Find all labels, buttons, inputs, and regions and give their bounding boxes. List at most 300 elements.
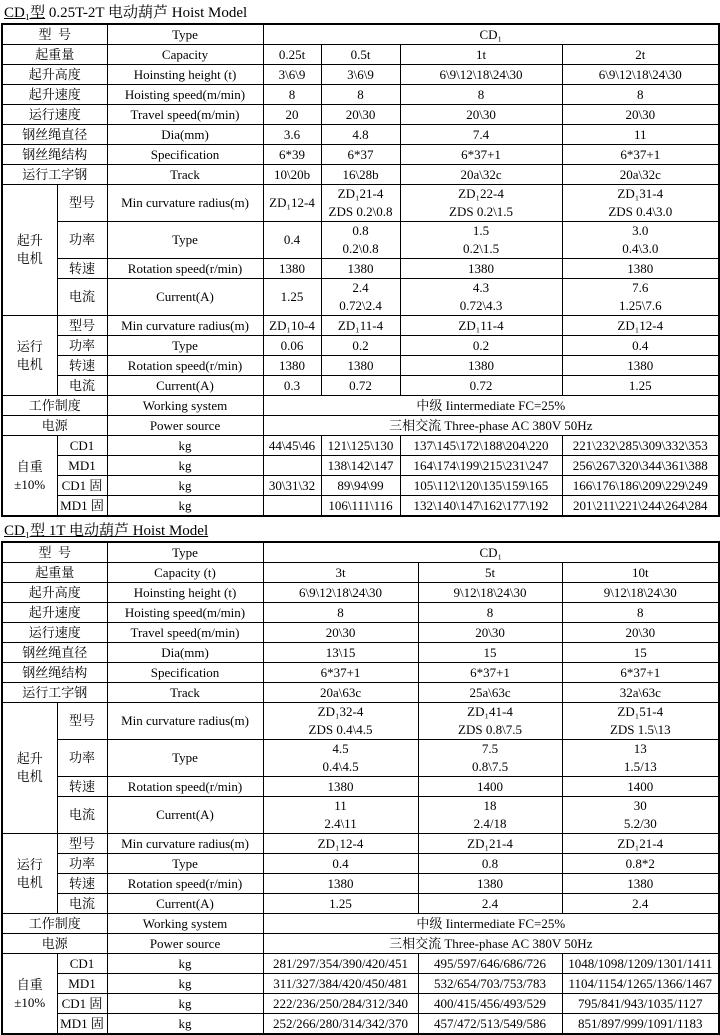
row-label: 起升速度 [2,85,107,105]
value-cell: 457/472/513/549/586 [418,1014,562,1035]
value-cell [418,740,562,777]
value-cell: 25a\63c [418,683,562,703]
group-label [2,316,57,396]
value-cell: 6*37+1 [418,663,562,683]
cell-line: 0.72\4.3 [459,298,503,313]
value-cell: 495/597/646/686/726 [418,954,562,974]
value-cell: 30\31\32 [263,476,321,496]
cell-line: 运行 [16,338,43,354]
table-row [2,542,719,563]
cell-line: ZDS 0.4\3.0 [608,204,673,219]
row-label: 起升高度 [2,65,107,85]
cell-line: 2.4\11 [324,816,357,831]
row-label-en: Type [107,24,263,45]
row-label: 功率 [57,336,107,356]
value-cell: 0.5t [321,45,400,65]
cell-line: 电机 [16,769,43,784]
row-label-en: Type [107,740,263,777]
value-cell: 1400 [418,777,562,797]
row-label: 钢丝绳结构 [2,663,107,683]
value-cell: 三相交流 Three-phase AC 380V 50Hz [263,934,719,954]
row-label: 电源 [2,934,107,954]
value-cell: 252/266/280/314/342/370 [263,1014,418,1035]
row-label-en: kg [107,994,263,1014]
row-label: 电流 [57,376,107,396]
value-cell: 121\125\130 [321,436,400,456]
row-label-en: Rotation speed(r/min) [107,259,263,279]
value-cell: 2.4 [418,894,562,914]
row-label: CD1 [57,436,107,456]
table-row [2,797,719,834]
value-cell: 166\176\186\209\229\249 [562,476,719,496]
table-row [2,854,719,874]
table-row [2,356,719,376]
value-cell: 6*37+1 [562,145,719,165]
value-cell: 三相交流 Three-phase AC 380V 50Hz [263,416,719,436]
value-cell: 1380 [263,874,418,894]
row-label-en: Current(A) [107,797,263,834]
value-cell: 1t [400,45,562,65]
row-label: 型 号 [2,542,107,563]
value-cell: 1380 [263,356,321,376]
row-label-en: kg [107,1014,263,1035]
value-cell: 106\111\116 [321,496,400,517]
value-cell [562,703,719,740]
row-label: 转速 [57,356,107,376]
value-cell: 10t [562,563,719,583]
value-cell [321,279,400,316]
row-label-en: Type [107,854,263,874]
row-label: CD1 固 [57,994,107,1014]
row-label-en: Current(A) [107,376,263,396]
row-label-en: Hoisting speed(m/min) [107,85,263,105]
value-cell: 16\28b [321,165,400,185]
row-label-en: Power source [107,934,263,954]
row-label-en: kg [107,954,263,974]
value-cell: 3\6\9 [263,65,321,85]
value-cell [263,496,321,517]
row-label-en: Hoisting speed(m/min) [107,603,263,623]
value-cell: 20 [263,105,321,125]
row-label-en: Rotation speed(r/min) [107,874,263,894]
value-cell: 20\30 [562,105,719,125]
row-label: 工作制度 [2,396,107,416]
value-cell: 7.4 [400,125,562,145]
table-row [2,934,719,954]
cell-line: 0.72\2.4 [339,298,382,313]
table-row [2,740,719,777]
value-cell: 1.25 [263,279,321,316]
value-cell: 10\20b [263,165,321,185]
value-cell: 201\211\221\244\264\284 [562,496,719,517]
value-cell: 0.06 [263,336,321,356]
table-row [2,496,719,517]
table-row [2,316,719,336]
spec-table [1,541,720,1035]
value-cell: ZD₁12-4 [263,834,418,854]
row-label-en: Type [107,222,263,259]
cell-line: ZDS 0.2\0.8 [328,204,393,219]
row-label: MD1 固 [57,496,107,517]
table-row [2,623,719,643]
value-cell: 0.25t [263,45,321,65]
cell-line: ZDS 1.5\13 [609,722,671,737]
value-cell [418,703,562,740]
value-cell: 8 [562,85,719,105]
value-cell: 15 [562,643,719,663]
table-row [2,45,719,65]
cell-line: 起升 [16,233,43,248]
value-cell: ZD₁11-4 [321,316,400,336]
row-label-en: Hoinsting height (t) [107,583,263,603]
value-cell [321,222,400,259]
row-label: 型 号 [2,24,107,45]
value-cell: 0.72 [400,376,562,396]
group-label [2,703,57,834]
row-label-en: Type [107,336,263,356]
value-cell: 20a\32c [562,165,719,185]
value-cell: 222/236/250/284/312/340 [263,994,418,1014]
value-cell: 8 [263,603,418,623]
value-cell: 2t [562,45,719,65]
value-cell [418,797,562,834]
value-cell: 1400 [562,777,719,797]
value-cell: 6*37+1 [562,663,719,683]
value-cell: 6\9\12\18\24\30 [562,65,719,85]
cell-line: 18 [483,798,497,813]
value-cell: 256\267\320\344\361\388 [562,456,719,476]
value-cell: 中级 Iintermediate FC=25% [263,914,719,934]
value-cell: 132\140\147\162\177\192 [400,496,562,517]
value-cell: 1380 [263,259,321,279]
row-label: CD1 [57,954,107,974]
row-label: 电流 [57,797,107,834]
cell-line: 1.25\7.6 [618,298,662,313]
value-cell [263,797,418,834]
value-cell [263,703,418,740]
value-cell: 0.2 [400,336,562,356]
cell-line: ZDS 0.2\1.5 [449,204,513,219]
value-cell: 1380 [562,356,719,376]
cell-line: 0.8\7.5 [471,759,509,774]
value-cell: 1380 [400,259,562,279]
row-label: 转速 [57,777,107,797]
cell-line: 电机 [16,251,43,266]
row-label: 运行工字钢 [2,165,107,185]
value-cell: 6\9\12\18\24\30 [400,65,562,85]
table-title-part: CD₁型 [4,5,46,21]
table-title-part: CD₁型 1T 电动葫芦 Hoist Model [4,523,209,539]
row-label: 型号 [57,834,107,854]
table-row [2,456,719,476]
value-cell: 11 [562,125,719,145]
value-cell: 0.4 [263,854,418,874]
value-cell [562,222,719,259]
row-label: 起升高度 [2,583,107,603]
value-cell: 15 [418,643,562,663]
row-label-en: Hoinsting height (t) [107,65,263,85]
value-cell: 20\30 [418,623,562,643]
value-cell: 2.4 [562,894,719,914]
value-cell: 8 [562,603,719,623]
value-cell: 0.8 [418,854,562,874]
row-label: 电源 [2,416,107,436]
row-label-en: Travel speed(m/min) [107,623,263,643]
row-label: 起重量 [2,563,107,583]
value-cell: 20\30 [263,623,418,643]
cell-line: ±10% [14,994,46,1010]
row-label-en: kg [107,496,263,517]
value-cell: 1380 [418,874,562,894]
value-cell: 1380 [562,259,719,279]
value-cell: 1.25 [562,376,719,396]
row-label-en: Power source [107,416,263,436]
table-row [2,105,719,125]
cell-line: 13 [633,741,647,756]
value-cell: 9\12\18\24\30 [418,583,562,603]
table-row [2,259,719,279]
value-cell: 221\232\285\309\332\353 [562,436,719,456]
cell-line: ZDS 0.8\7.5 [458,722,522,737]
row-label-en: Dia(mm) [107,125,263,145]
row-label: 型号 [57,316,107,336]
row-label-en: Specification [107,145,263,165]
cell-line: 电机 [16,874,43,890]
row-label: 功率 [57,740,107,777]
value-cell: 6*39 [263,145,321,165]
value-cell: 0.3 [263,376,321,396]
value-cell [263,456,321,476]
value-cell: 851/897/999/1091/1183 [562,1014,719,1035]
cell-line: 0.2\1.5 [462,241,500,256]
value-cell: 400/415/456/493/529 [418,994,562,1014]
table-row [2,603,719,623]
row-label: 运行速度 [2,105,107,125]
value-cell: ZD₁11-4 [400,316,562,336]
group-label [2,436,57,517]
cell-line: 0.2\0.8 [342,241,379,256]
value-cell: 6*37+1 [263,663,418,683]
row-label-en: Working system [107,914,263,934]
value-cell: 13\15 [263,643,418,663]
table-row [2,563,719,583]
value-cell: 3t [263,563,418,583]
row-label-en: kg [107,974,263,994]
cell-line: 3.0 [632,223,649,238]
value-cell [562,797,719,834]
table-row [2,165,719,185]
value-cell: 8 [263,85,321,105]
row-label: 钢丝绳直径 [2,643,107,663]
value-cell: 6*37+1 [400,145,562,165]
row-label-en: Track [107,165,263,185]
value-cell [321,185,400,222]
row-label-en: kg [107,456,263,476]
table-row [2,436,719,456]
cell-line: 2.4/18 [473,816,507,831]
cell-line: 1.5 [472,223,490,238]
table-row [2,185,719,222]
value-cell [562,185,719,222]
value-cell: 3\6\9 [321,65,400,85]
value-cell: 0.72 [321,376,400,396]
value-cell: 3.6 [263,125,321,145]
value-cell: ZD₁21-4 [562,834,719,854]
cell-line: 自重 [16,458,43,474]
table-row [2,125,719,145]
value-cell: 20\30 [321,105,400,125]
row-label: 型号 [57,185,107,222]
cell-line: 30 [633,798,647,813]
value-cell: 1380 [263,777,418,797]
table-title [1,3,719,23]
value-cell: ZD₁12-4 [562,316,719,336]
spec-table [1,23,720,517]
cell-line: 11 [334,798,347,813]
value-cell: 0.4 [562,336,719,356]
value-cell [400,222,562,259]
group-label [2,834,57,914]
table-row [2,85,719,105]
cell-line: 7.5 [481,741,499,756]
value-cell: 137\145\172\188\204\220 [400,436,562,456]
row-label: MD1 固 [57,1014,107,1035]
row-label-en: Rotation speed(r/min) [107,356,263,376]
row-label-en: Capacity (t) [107,563,263,583]
row-label-en: Specification [107,663,263,683]
row-label: 工作制度 [2,914,107,934]
table-row [2,777,719,797]
table-row [2,279,719,316]
value-cell: 105\112\120\135\159\165 [400,476,562,496]
row-label: 起升速度 [2,603,107,623]
table-row [2,376,719,396]
value-cell: 4.8 [321,125,400,145]
cell-line: ±10% [14,476,46,492]
row-label-en: Min curvature radius(m) [107,834,263,854]
value-cell: 1048/1098/1209/1301/1411 [562,954,719,974]
group-label [2,954,57,1035]
row-label: 型号 [57,703,107,740]
table-row [2,476,719,496]
row-label: 起重量 [2,45,107,65]
value-cell: 1380 [321,259,400,279]
row-label: 钢丝绳直径 [2,125,107,145]
model-name-cell: CD₁ [263,542,719,563]
cell-line: ZD₁32-4 [317,704,364,719]
table-row [2,683,719,703]
value-cell: 32a\63c [562,683,719,703]
row-label-en: Working system [107,396,263,416]
value-cell [400,279,562,316]
value-cell: 89\94\99 [321,476,400,496]
value-cell: 5t [418,563,562,583]
value-cell: 281/297/354/390/420/451 [263,954,418,974]
row-label-en: Capacity [107,45,263,65]
value-cell: 0.8*2 [562,854,719,874]
row-label-en: Type [107,542,263,563]
value-cell: 0.4 [263,222,321,259]
table-row [2,703,719,740]
table-row [2,643,719,663]
value-cell: 1380 [562,874,719,894]
value-cell: 311/327/384/420/450/481 [263,974,418,994]
group-label [2,185,57,316]
table-row [2,145,719,165]
row-label: 电流 [57,279,107,316]
value-cell: 8 [418,603,562,623]
cell-line: 5.2/30 [623,816,657,831]
value-cell: 1380 [400,356,562,376]
cell-line: ZD₁31-4 [617,186,664,201]
row-label: CD1 固 [57,476,107,496]
table-row [2,974,719,994]
value-cell: 44\45\46 [263,436,321,456]
value-cell: 1104/1154/1265/1366/1467 [562,974,719,994]
value-cell: 8 [400,85,562,105]
value-cell: 0.2 [321,336,400,356]
table-row [2,954,719,974]
cell-line: 7.6 [632,280,649,295]
cell-line: 运行 [16,856,43,872]
value-cell: 138\142\147 [321,456,400,476]
value-cell: 20\30 [562,623,719,643]
value-cell: ZD₁21-4 [418,834,562,854]
row-label: MD1 [57,456,107,476]
value-cell: 795/841/943/1035/1127 [562,994,719,1014]
row-label-en: Current(A) [107,894,263,914]
cell-line: ZD₁22-4 [458,186,504,201]
value-cell [562,740,719,777]
row-label: 钢丝绳结构 [2,145,107,165]
table-row [2,894,719,914]
row-label-en: Track [107,683,263,703]
value-cell: 9\12\18\24\30 [562,583,719,603]
value-cell: 20a\63c [263,683,418,703]
row-label-en: Min curvature radius(m) [107,316,263,336]
value-cell: 6*37 [321,145,400,165]
table-title [1,521,719,541]
row-label: MD1 [57,974,107,994]
value-cell [263,740,418,777]
row-label: 转速 [57,259,107,279]
value-cell: 中级 Iintermediate FC=25% [263,396,719,416]
value-cell: 1380 [321,356,400,376]
table-row [2,396,719,416]
cell-line: 电机 [16,356,43,372]
value-cell: 20\30 [400,105,562,125]
row-label: 转速 [57,874,107,894]
value-cell: 8 [321,85,400,105]
cell-line: ZD₁51-4 [617,704,664,719]
table-row [2,336,719,356]
value-cell: 6\9\12\18\24\30 [263,583,418,603]
cell-line: ZD₁21-4 [337,186,384,201]
cell-line: 0.8 [352,223,369,238]
cell-line: ZD₁41-4 [467,704,513,719]
row-label: 功率 [57,854,107,874]
value-cell: 20a\32c [400,165,562,185]
cell-line: 起升 [16,751,43,766]
cell-line: ZDS 0.4\4.5 [308,722,373,737]
value-cell [400,185,562,222]
row-label-en: Min curvature radius(m) [107,703,263,740]
table-title-part: 0.25T-2T 电动葫芦 Hoist Model [45,5,248,21]
table-row [2,663,719,683]
table-row [2,874,719,894]
table-row [2,65,719,85]
table-row [2,994,719,1014]
